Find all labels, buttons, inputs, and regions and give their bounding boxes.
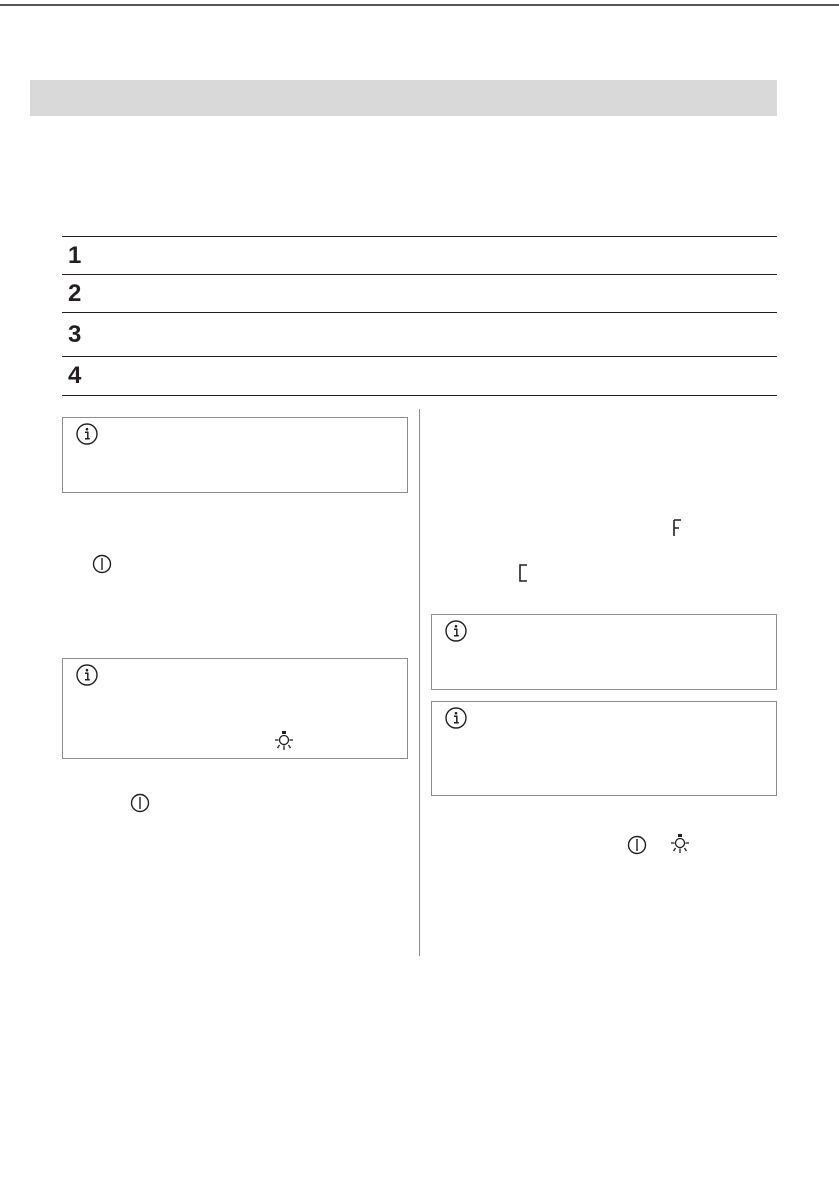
light-icon <box>668 832 692 856</box>
info-note-box <box>62 417 408 493</box>
section-header-band <box>30 80 777 116</box>
display-f-icon <box>670 518 684 538</box>
info-icon <box>444 706 468 730</box>
light-icon <box>272 729 296 753</box>
info-note-box <box>431 701 777 796</box>
steps-table <box>62 236 777 396</box>
power-icon <box>129 792 151 814</box>
power-icon <box>626 834 648 856</box>
step-row-2 <box>62 275 777 313</box>
step-number: 3 <box>68 320 82 348</box>
info-icon <box>444 619 468 643</box>
info-note-box <box>431 614 777 690</box>
step-number: 4 <box>68 362 82 389</box>
step-row-3 <box>62 313 777 357</box>
column-divider <box>419 409 420 956</box>
display-c-icon <box>516 563 530 583</box>
step-row-4 <box>62 357 777 396</box>
step-row-1 <box>62 237 777 275</box>
info-icon <box>75 663 99 687</box>
power-icon <box>91 553 113 575</box>
info-note-box <box>62 658 408 759</box>
step-number: 2 <box>68 279 82 307</box>
info-icon <box>75 422 99 446</box>
step-number: 1 <box>68 241 82 269</box>
crop-mark-line <box>0 0 839 12</box>
